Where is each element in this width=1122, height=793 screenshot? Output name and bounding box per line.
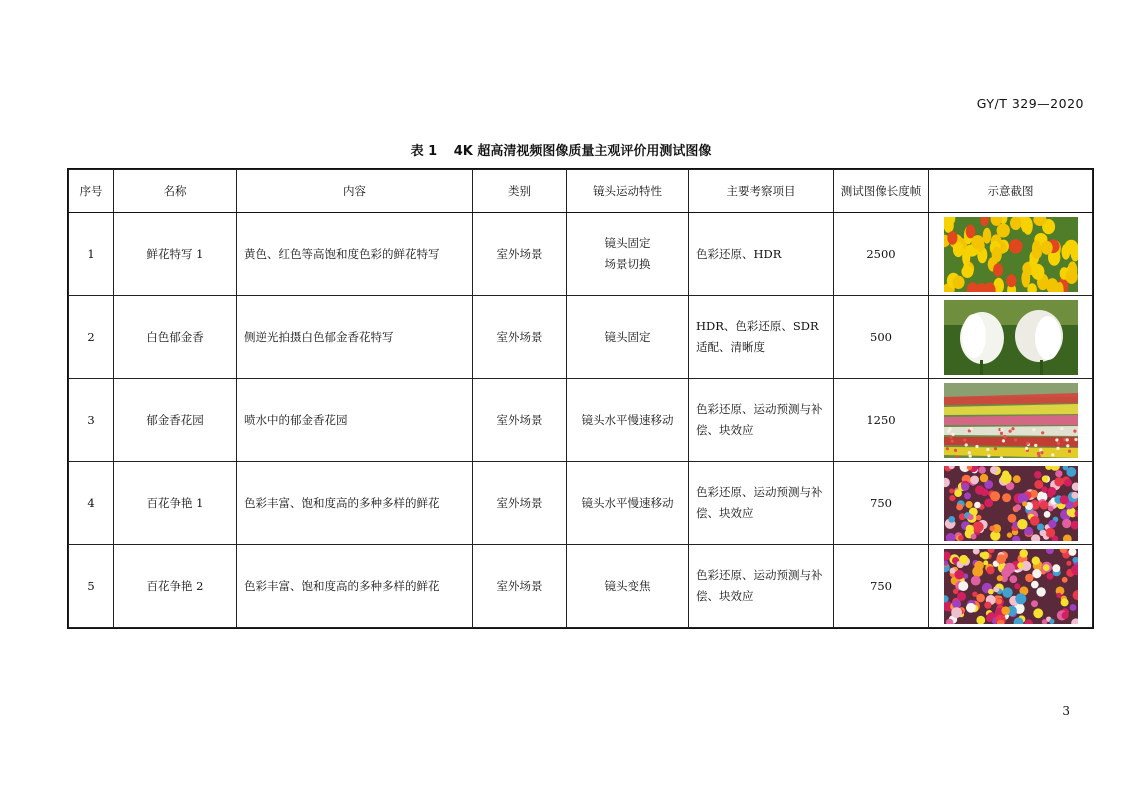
row-motion — [567, 296, 689, 379]
row-category: 室外场景 — [473, 296, 567, 379]
row-content: 色彩丰富、饱和度高的多种多样的鲜花 — [237, 462, 473, 545]
row-num: 4 — [69, 462, 114, 545]
row-items: HDR、色彩还原、SDR 适配、清晰度 — [689, 296, 834, 379]
row-motion — [567, 462, 689, 545]
table-header-row — [69, 170, 1093, 213]
row-frames: 750 — [834, 462, 929, 545]
row-thumb — [929, 379, 1093, 462]
row-content: 色彩丰富、饱和度高的多种多样的鲜花 — [237, 545, 473, 628]
row-frames: 1250 — [834, 379, 929, 462]
page-number: 3 — [1062, 704, 1070, 718]
table-row — [69, 545, 1093, 628]
row-motion-line: 镜头固定 — [604, 236, 651, 250]
row-items: 色彩还原、HDR — [689, 213, 834, 296]
row-frames: 2500 — [834, 213, 929, 296]
row-motion — [567, 545, 689, 628]
row-content: 黄色、红色等高饱和度色彩的鲜花特写 — [237, 213, 473, 296]
col-header-category: 类别 — [473, 170, 567, 213]
col-header-items: 主要考察项目 — [689, 170, 834, 213]
row-motion-line: 镜头变焦 — [604, 578, 651, 593]
row-num: 2 — [69, 296, 114, 379]
col-header-name: 名称 — [114, 170, 237, 213]
row-num: 1 — [69, 213, 114, 296]
row-thumb — [929, 545, 1093, 628]
standard-code: GY/T 329—2020 — [976, 96, 1084, 111]
row-thumb — [929, 213, 1093, 296]
col-header-motion: 镜头运动特性 — [567, 170, 689, 213]
row-category: 室外场景 — [473, 462, 567, 545]
row-content: 喷水中的郁金香花园 — [237, 379, 473, 462]
thumbnail-white-tulips-image — [944, 300, 1078, 375]
table-row — [69, 296, 1093, 379]
row-num: 5 — [69, 545, 114, 628]
table-title-text: 4K 超高清视频图像质量主观评价用测试图像 — [453, 144, 712, 159]
row-items: 色彩还原、运动预测与补偿、块效应 — [689, 379, 834, 462]
row-name: 白色郁金香 — [114, 296, 237, 379]
row-category: 室外场景 — [473, 213, 567, 296]
thumbnail-tulip-garden-image — [944, 383, 1078, 458]
table-row — [69, 379, 1093, 462]
row-motion-line: 镜头水平慢速移动 — [581, 495, 674, 510]
row-name: 百花争艳 1 — [114, 462, 237, 545]
thumbnail-yellow-tulips-image — [944, 217, 1078, 292]
row-motion-line: 镜头固定 — [604, 329, 651, 344]
col-header-content: 内容 — [237, 170, 473, 213]
row-frames: 500 — [834, 296, 929, 379]
row-name: 郁金香花园 — [114, 379, 237, 462]
row-category: 室外场景 — [473, 545, 567, 628]
col-header-thumb: 示意截图 — [929, 170, 1093, 213]
table-row — [69, 462, 1093, 545]
thumbnail-mixed-flowers-1-image — [944, 466, 1078, 541]
row-name: 百花争艳 2 — [114, 545, 237, 628]
row-thumb — [929, 462, 1093, 545]
test-image-table — [68, 169, 1093, 628]
row-name: 鲜花特写 1 — [114, 213, 237, 296]
table-row — [69, 213, 1093, 296]
row-motion — [567, 379, 689, 462]
row-num: 3 — [69, 379, 114, 462]
row-items: 色彩还原、运动预测与补偿、块效应 — [689, 462, 834, 545]
col-header-num: 序号 — [69, 170, 114, 213]
row-motion — [567, 213, 689, 296]
col-header-frames: 测试图像长度帧 — [834, 170, 929, 213]
row-thumb — [929, 296, 1093, 379]
table-title-label: 表 1 — [410, 144, 438, 159]
table-title — [0, 140, 1122, 159]
row-items: 色彩还原、运动预测与补偿、块效应 — [689, 545, 834, 628]
row-content: 侧逆光拍摄白色郁金香花特写 — [237, 296, 473, 379]
row-motion-line: 场景切换 — [604, 257, 651, 271]
thumbnail-mixed-flowers-2-image — [944, 549, 1078, 624]
row-frames: 750 — [834, 545, 929, 628]
row-category: 室外场景 — [473, 379, 567, 462]
row-motion-line: 镜头水平慢速移动 — [581, 412, 674, 427]
